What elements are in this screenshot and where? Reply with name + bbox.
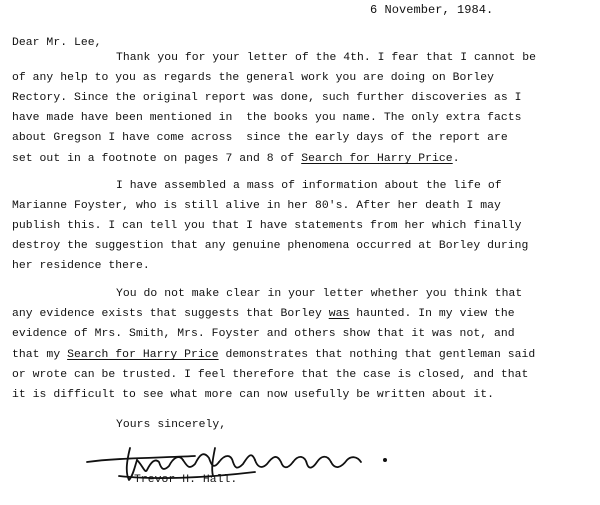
- p3-line-5: or wrote can be trusted. I feel therefore that the case is closed, and that: [12, 369, 529, 381]
- p1-line-5: about Gregson I have come across since the early days of the report are: [12, 132, 508, 144]
- book-title-reference: Search for Harry Price: [67, 349, 219, 361]
- p3-line-6: it is difficult to see what more can now usefully be written about it.: [12, 389, 494, 401]
- p2-line-1: I have assembled a mass of information about the life of: [116, 180, 502, 192]
- p1-line-4: have made have been mentioned in the books you name. The only extra facts: [12, 112, 522, 124]
- p2-line-2: Marianne Foyster, who is still alive in her 80's. After her death I may: [12, 200, 501, 212]
- p3-line-3: evidence of Mrs. Smith, Mrs. Foyster and others show that it was not, and: [12, 328, 515, 340]
- signatory-name: Trevor H. Hall.: [134, 474, 238, 486]
- handwritten-signature: [85, 436, 405, 486]
- p1-line-6: [12, 152, 460, 166]
- p3-line-1: You do not make clear in your letter whether you think that: [116, 288, 523, 300]
- p3-line-4-text: that my: [12, 349, 68, 361]
- p2-line-4: destroy the suggestion that any genuine phenomena occurred at Borley during: [12, 240, 529, 252]
- salutation: Dear Mr. Lee,: [12, 37, 102, 49]
- p1-line-2: of any help to you as regards the general work you are doing on Borley: [12, 72, 494, 84]
- p1-line-6-end: .: [452, 153, 460, 165]
- p3-line-2-text: any evidence exists that suggests that Borley: [12, 308, 329, 320]
- p3-line-2-end: haunted. In my view the: [349, 308, 515, 320]
- closing: Yours sincerely,: [116, 419, 227, 431]
- p1-line-6-text: set out in a footnote on pages 7 and 8 of: [12, 153, 302, 165]
- p1-line-1: Thank you for your letter of the 4th. I fear that I cannot be: [116, 52, 537, 64]
- p2-line-5: her residence there.: [12, 260, 150, 272]
- p3-line-4: [12, 348, 535, 362]
- p2-line-3: publish this. I can tell you that I have statements from her which finally: [12, 220, 522, 232]
- p1-line-3: Rectory. Since the original report was done, such further discoveries as I: [12, 92, 522, 104]
- p3-line-2: [12, 307, 515, 321]
- book-title-reference: Search for Harry Price: [301, 153, 453, 165]
- letter-date: 6 November, 1984.: [370, 3, 494, 17]
- emphasized-word: was: [328, 308, 350, 320]
- p3-line-4-end: demonstrates that nothing that gentleman said: [218, 349, 536, 361]
